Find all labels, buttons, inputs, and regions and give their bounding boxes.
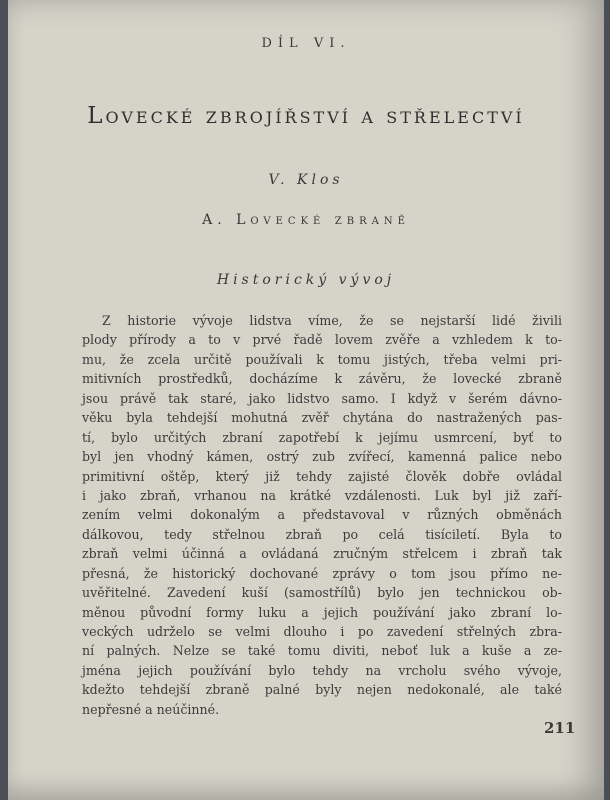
part-heading: DÍL VI. (261, 36, 351, 51)
text-line: zením velmi dokonalým a představoval v různých obměnách (82, 507, 562, 523)
text-line: primitivní oštěp, který již tehdy zajisté člověk dobře ovládal (82, 468, 562, 484)
text-line: mu, že zcela určitě používali k tomu jistých, třeba velmi pri- (82, 351, 562, 367)
text-line: plody přírody a to v prvé řadě lovem zvěře a vzhledem k to- (82, 332, 562, 348)
section-heading: A. Lovecké zbraně (202, 212, 410, 228)
text-line: tí, bylo určitých zbraní zapotřebí k jejímu usmrcení, byť to (82, 429, 562, 445)
text-line: jména jejich používání bylo tehdy na vrcholu svého vývoje, (82, 662, 562, 678)
page-title: Lovecké zbrojířství a střelectví (87, 103, 525, 129)
text-line: dálkovou, tedy střelnou zbraň po celá tisíciletí. Byla to (82, 526, 562, 542)
text-line: uvěřitelné. Zavedení kuší (samostřílů) bylo jen technickou ob- (82, 585, 562, 601)
book-page (8, 0, 604, 800)
text-line: ní palných. Nelze se také tomu diviti, neboť luk a kuše a ze- (82, 643, 562, 659)
text-line: mitivních prostředků, docházíme k závěru, že lovecké zbraně (82, 371, 562, 387)
text-line: měnou původní formy luku a jejich používání jako zbraní lo- (82, 604, 562, 620)
text-line: jsou právě tak staré, jako lidstvo samo. I když v šerém dávno- (82, 390, 562, 406)
body-text (82, 311, 562, 719)
text-line: i jako zbraň, vrhanou na krátké vzdálenosti. Luk byl již zaří- (82, 487, 562, 503)
text-line: kdežto tehdejší zbraně palné byly nejen nedokonalé, ale také (82, 682, 562, 698)
text-line: nepřesné a neúčinné. (82, 701, 220, 717)
text-line: zbraň velmi účinná a ovládaná zručným střelcem i zbraň tak (82, 546, 562, 562)
text-line: veckých udrželo se velmi dlouho i po zavedení střelných zbra- (82, 624, 562, 639)
text-line: přesná, že historický dochované zprávy o tom jsou přímo ne- (82, 565, 562, 581)
text-line: byl jen vhodný kámen, ostrý zub zvířecí, kamenná palice nebo (82, 449, 562, 465)
subsection-heading: Historický vývoj (216, 272, 396, 288)
page-number: 211 (544, 719, 576, 737)
chapter-heading: V. Klos (268, 172, 344, 188)
text-line: Z historie vývoje lidstva víme, že se nejstarší lidé živili (102, 313, 562, 328)
text-line: věku byla tehdejší mohutná zvěř chytána do nastražených pas- (82, 410, 562, 426)
